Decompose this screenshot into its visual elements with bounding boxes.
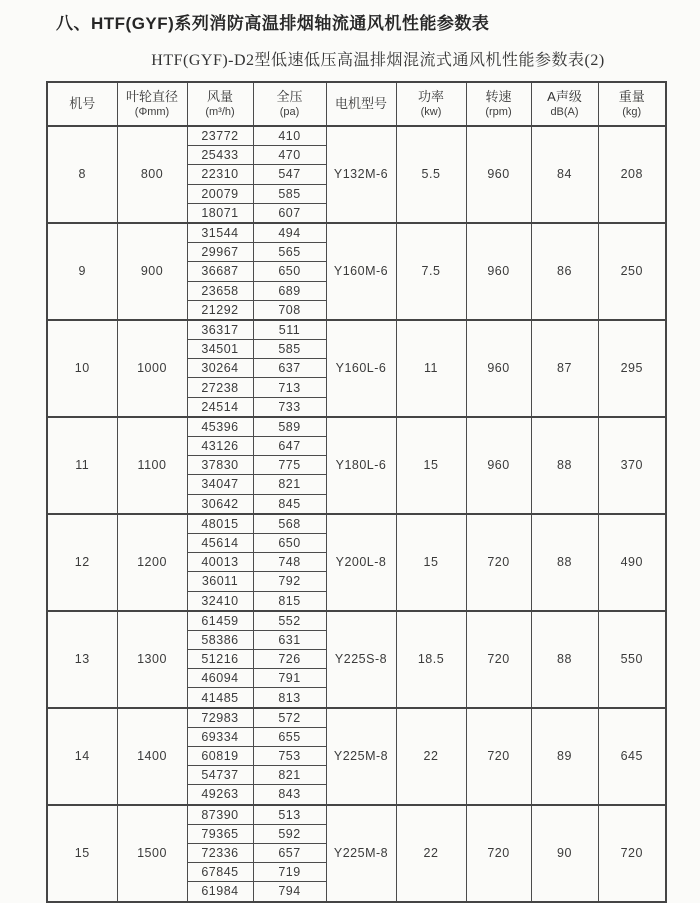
col-header-noise-level: [531, 82, 598, 126]
cell-air-volume: 46094: [187, 669, 253, 688]
cell-motor-model: Y160L-6: [326, 320, 396, 417]
table-row: [47, 320, 666, 340]
cell-total-pressure: 589: [253, 417, 326, 437]
cell-speed: 720: [466, 805, 531, 902]
cell-total-pressure: 813: [253, 688, 326, 708]
cell-total-pressure: 637: [253, 359, 326, 378]
cell-total-pressure: 719: [253, 863, 326, 882]
col-header-unit: (kw): [420, 105, 442, 118]
cell-air-volume: 34047: [187, 475, 253, 494]
cell-air-volume: 79365: [187, 824, 253, 843]
cell-noise-level: 89: [531, 708, 598, 805]
cell-air-volume: 58386: [187, 630, 253, 649]
cell-speed: 720: [466, 708, 531, 805]
cell-noise-level: 90: [531, 805, 598, 902]
cell-impeller-diameter: 1300: [117, 611, 187, 708]
cell-power: 11: [396, 320, 466, 417]
cell-motor-model: Y160M-6: [326, 223, 396, 320]
cell-total-pressure: 494: [253, 223, 326, 243]
cell-weight: 250: [598, 223, 666, 320]
table-subtitle: HTF(GYF)-D2型低速低压高温排烟混流式通风机性能参数表(2): [151, 52, 605, 69]
cell-air-volume: 30642: [187, 494, 253, 514]
cell-air-volume: 25433: [187, 146, 253, 165]
col-header-unit: dB(A): [550, 105, 579, 118]
cell-air-volume: 27238: [187, 378, 253, 397]
cell-air-volume: 67845: [187, 863, 253, 882]
cell-air-volume: 20079: [187, 184, 253, 203]
col-header-model-no: [47, 82, 117, 126]
col-header-weight: [598, 82, 666, 126]
table-row: [47, 708, 666, 728]
cell-air-volume: 32410: [187, 591, 253, 611]
cell-air-volume: 36011: [187, 572, 253, 591]
cell-model-no: 8: [47, 126, 117, 223]
col-header-label: 风量: [206, 89, 233, 105]
cell-air-volume: 48015: [187, 514, 253, 534]
cell-total-pressure: 592: [253, 824, 326, 843]
cell-air-volume: 21292: [187, 300, 253, 320]
cell-weight: 645: [598, 708, 666, 805]
table-header: [47, 82, 666, 126]
cell-model-no: 12: [47, 514, 117, 611]
cell-speed: 960: [466, 417, 531, 514]
cell-power: 15: [396, 417, 466, 514]
col-header-unit: (rpm): [485, 105, 512, 118]
cell-speed: 960: [466, 320, 531, 417]
cell-model-no: 13: [47, 611, 117, 708]
col-header-total-pressure: [253, 82, 326, 126]
cell-impeller-diameter: 1400: [117, 708, 187, 805]
cell-weight: 208: [598, 126, 666, 223]
cell-total-pressure: 647: [253, 437, 326, 456]
cell-total-pressure: 568: [253, 514, 326, 534]
cell-air-volume: 61459: [187, 611, 253, 631]
col-header-air-volume: [187, 82, 253, 126]
col-header-label: 叶轮直径: [125, 89, 178, 105]
cell-total-pressure: 470: [253, 146, 326, 165]
cell-air-volume: 22310: [187, 165, 253, 184]
cell-total-pressure: 775: [253, 456, 326, 475]
cell-air-volume: 37830: [187, 456, 253, 475]
cell-motor-model: Y200L-8: [326, 514, 396, 611]
col-header-label: 功率: [417, 89, 444, 105]
col-header-unit: (Φmm): [134, 105, 170, 118]
cell-total-pressure: 815: [253, 591, 326, 611]
cell-air-volume: 72983: [187, 708, 253, 728]
cell-power: 5.5: [396, 126, 466, 223]
table-row: [47, 805, 666, 825]
cell-motor-model: Y180L-6: [326, 417, 396, 514]
cell-air-volume: 36317: [187, 320, 253, 340]
cell-total-pressure: 552: [253, 611, 326, 631]
cell-impeller-diameter: 1000: [117, 320, 187, 417]
cell-speed: 960: [466, 223, 531, 320]
cell-power: 22: [396, 805, 466, 902]
col-header-unit: (kg): [622, 105, 642, 118]
table-row: [47, 223, 666, 243]
cell-total-pressure: 565: [253, 243, 326, 262]
cell-air-volume: 31544: [187, 223, 253, 243]
cell-air-volume: 54737: [187, 766, 253, 785]
cell-impeller-diameter: 800: [117, 126, 187, 223]
cell-noise-level: 84: [531, 126, 598, 223]
cell-total-pressure: 585: [253, 184, 326, 203]
cell-motor-model: Y225M-8: [326, 805, 396, 902]
cell-model-no: 11: [47, 417, 117, 514]
col-header-speed: [466, 82, 531, 126]
cell-air-volume: 41485: [187, 688, 253, 708]
cell-air-volume: 60819: [187, 747, 253, 766]
cell-power: 7.5: [396, 223, 466, 320]
cell-total-pressure: 708: [253, 300, 326, 320]
col-header-motor-model: [326, 82, 396, 126]
cell-weight: 550: [598, 611, 666, 708]
cell-total-pressure: 547: [253, 165, 326, 184]
cell-total-pressure: 726: [253, 650, 326, 669]
table-row: [47, 611, 666, 631]
fan-performance-table: [46, 81, 667, 903]
header-row: [47, 82, 666, 126]
cell-total-pressure: 753: [253, 747, 326, 766]
cell-air-volume: 23658: [187, 281, 253, 300]
cell-noise-level: 88: [531, 514, 598, 611]
cell-total-pressure: 821: [253, 766, 326, 785]
col-header-label: 机号: [69, 95, 96, 111]
col-header-unit: (pa): [279, 105, 300, 118]
cell-air-volume: 30264: [187, 359, 253, 378]
table-row: [47, 126, 666, 146]
cell-air-volume: 69334: [187, 727, 253, 746]
cell-model-no: 15: [47, 805, 117, 902]
cell-noise-level: 87: [531, 320, 598, 417]
cell-total-pressure: 631: [253, 630, 326, 649]
cell-air-volume: 61984: [187, 882, 253, 902]
cell-air-volume: 45614: [187, 533, 253, 552]
cell-total-pressure: 513: [253, 805, 326, 825]
cell-air-volume: 87390: [187, 805, 253, 825]
cell-power: 18.5: [396, 611, 466, 708]
cell-motor-model: Y132M-6: [326, 126, 396, 223]
cell-total-pressure: 748: [253, 553, 326, 572]
cell-air-volume: 72336: [187, 843, 253, 862]
cell-total-pressure: 511: [253, 320, 326, 340]
cell-speed: 720: [466, 611, 531, 708]
col-header-label: 电机型号: [334, 95, 387, 111]
table-body: [47, 126, 666, 902]
col-header-unit: (m³/h): [205, 105, 235, 118]
cell-speed: 720: [466, 514, 531, 611]
col-header-label: A声级: [547, 89, 582, 105]
cell-impeller-diameter: 1200: [117, 514, 187, 611]
cell-air-volume: 18071: [187, 203, 253, 223]
cell-total-pressure: 845: [253, 494, 326, 514]
cell-total-pressure: 657: [253, 843, 326, 862]
cell-total-pressure: 791: [253, 669, 326, 688]
page-title: 八、HTF(GYF)系列消防高温排烟轴流通风机性能参数表: [56, 14, 490, 33]
cell-air-volume: 23772: [187, 126, 253, 146]
cell-noise-level: 88: [531, 417, 598, 514]
cell-motor-model: Y225S-8: [326, 611, 396, 708]
cell-total-pressure: 792: [253, 572, 326, 591]
cell-weight: 295: [598, 320, 666, 417]
cell-total-pressure: 650: [253, 262, 326, 281]
cell-speed: 960: [466, 126, 531, 223]
col-header-impeller-diameter: [117, 82, 187, 126]
cell-total-pressure: 821: [253, 475, 326, 494]
cell-weight: 490: [598, 514, 666, 611]
cell-total-pressure: 689: [253, 281, 326, 300]
cell-air-volume: 51216: [187, 650, 253, 669]
cell-power: 22: [396, 708, 466, 805]
cell-noise-level: 86: [531, 223, 598, 320]
cell-total-pressure: 733: [253, 397, 326, 417]
cell-weight: 370: [598, 417, 666, 514]
cell-air-volume: 24514: [187, 397, 253, 417]
table-row: [47, 514, 666, 534]
cell-total-pressure: 607: [253, 203, 326, 223]
cell-model-no: 10: [47, 320, 117, 417]
cell-model-no: 14: [47, 708, 117, 805]
cell-air-volume: 36687: [187, 262, 253, 281]
cell-power: 15: [396, 514, 466, 611]
cell-impeller-diameter: 1500: [117, 805, 187, 902]
cell-impeller-diameter: 900: [117, 223, 187, 320]
cell-total-pressure: 585: [253, 340, 326, 359]
cell-total-pressure: 655: [253, 727, 326, 746]
cell-total-pressure: 843: [253, 785, 326, 805]
cell-total-pressure: 713: [253, 378, 326, 397]
cell-total-pressure: 794: [253, 882, 326, 902]
cell-air-volume: 34501: [187, 340, 253, 359]
cell-total-pressure: 572: [253, 708, 326, 728]
cell-total-pressure: 410: [253, 126, 326, 146]
cell-air-volume: 49263: [187, 785, 253, 805]
col-header-power: [396, 82, 466, 126]
cell-air-volume: 40013: [187, 553, 253, 572]
table-row: [47, 417, 666, 437]
cell-total-pressure: 650: [253, 533, 326, 552]
cell-weight: 720: [598, 805, 666, 902]
cell-air-volume: 45396: [187, 417, 253, 437]
cell-air-volume: 43126: [187, 437, 253, 456]
col-header-label: 全压: [276, 89, 303, 105]
cell-motor-model: Y225M-8: [326, 708, 396, 805]
cell-impeller-diameter: 1100: [117, 417, 187, 514]
cell-model-no: 9: [47, 223, 117, 320]
cell-noise-level: 88: [531, 611, 598, 708]
col-header-label: 转速: [485, 89, 512, 105]
cell-air-volume: 29967: [187, 243, 253, 262]
col-header-label: 重量: [618, 89, 645, 105]
